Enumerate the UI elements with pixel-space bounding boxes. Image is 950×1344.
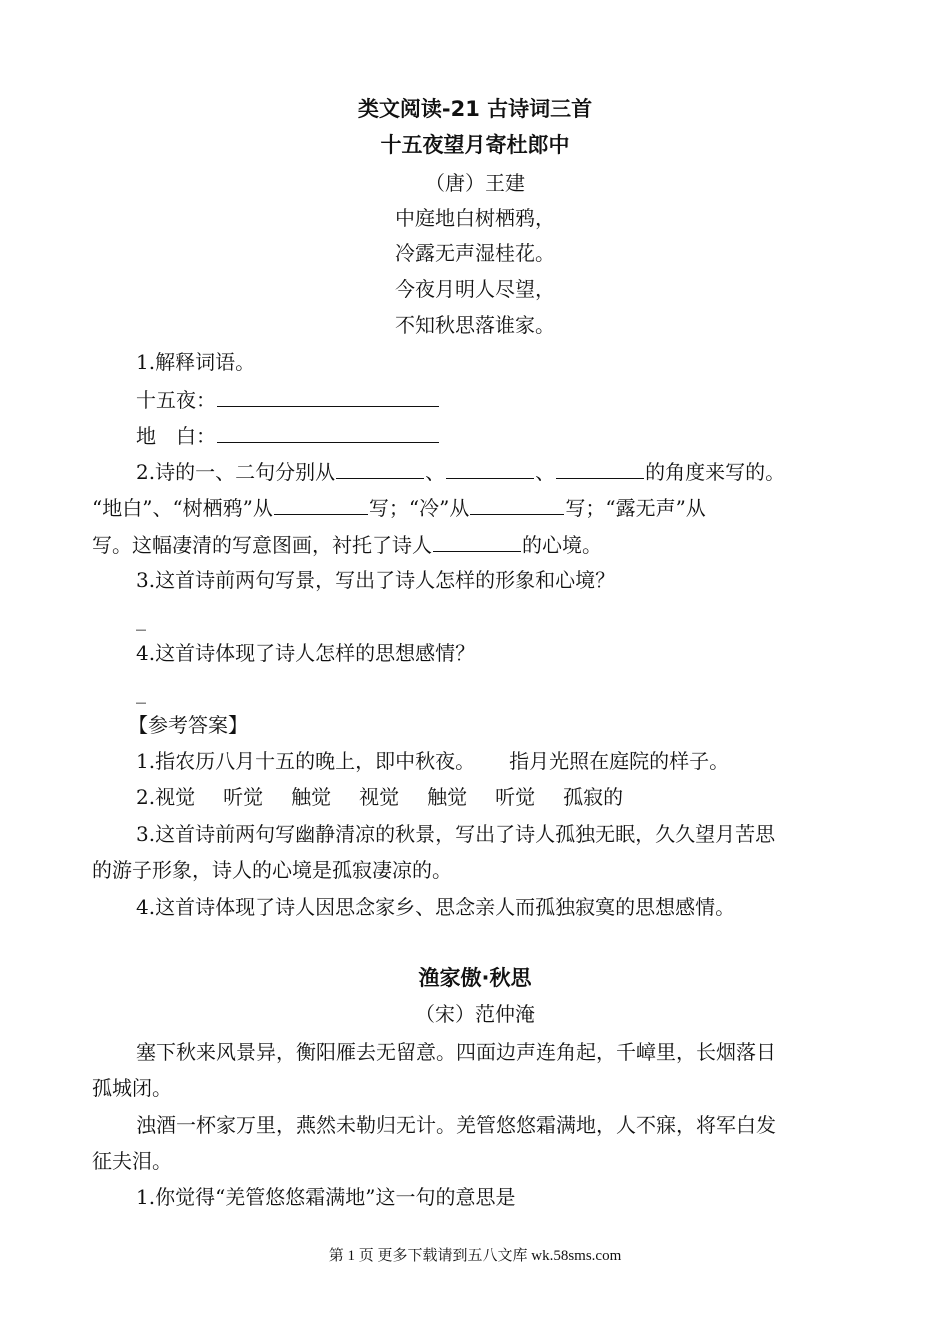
poem1-line: 冷露无声湿桂花。 bbox=[395, 241, 555, 265]
question-1-label: 1.解释词语。 bbox=[136, 350, 256, 374]
document-title: 类文阅读-21 古诗词三首 bbox=[357, 97, 593, 121]
question-2-line1 bbox=[136, 458, 785, 485]
answer-4: 4.这首诗体现了诗人因思念家乡、思念亲人而孤独寂寞的思想感情。 bbox=[136, 895, 736, 919]
answer-blank[interactable] bbox=[217, 422, 439, 443]
question-1-term2 bbox=[136, 422, 440, 449]
question-text: 写；“冷”从 bbox=[368, 496, 470, 520]
answer-item: 孤寂的 bbox=[563, 785, 624, 809]
answer-blank[interactable] bbox=[217, 386, 439, 407]
answer-item: 触觉 bbox=[427, 785, 468, 809]
answer-3-line1: 3.这首诗前两句写幽静清凉的秋景，写出了诗人孤独无眠，久久望月苦思 bbox=[136, 822, 776, 846]
question-2-line2 bbox=[92, 494, 706, 521]
question-text: “地白”、“树栖鸦”从 bbox=[92, 496, 273, 520]
question-text: 的心境。 bbox=[522, 533, 602, 557]
question-4: 4.这首诗体现了诗人怎样的思想感情？ bbox=[136, 641, 476, 665]
page-footer: 第 1 页 更多下载请到五八文库 wk.58sms.com bbox=[328, 1248, 622, 1264]
question-text: 、 bbox=[425, 460, 446, 484]
poem1-line: 不知秋思落谁家。 bbox=[395, 313, 555, 337]
poem1-line: 中庭地白树栖鸦， bbox=[395, 206, 555, 230]
answer-text: 指月光照在庭院的样子。 bbox=[509, 749, 730, 773]
answer-line-mark[interactable]: _ bbox=[136, 607, 146, 631]
answer-blank[interactable] bbox=[446, 458, 534, 479]
question-text: 的角度来写的。 bbox=[645, 460, 786, 484]
poem2-title: 渔家傲·秋思 bbox=[418, 966, 532, 990]
question-text: 2.诗的一、二句分别从 bbox=[136, 460, 336, 484]
poem1-author: （唐）王建 bbox=[425, 171, 525, 195]
poem2-question-1: 1.你觉得“羌管悠悠霜满地”这一句的意思是 bbox=[136, 1185, 516, 1209]
poem2-para2-line1: 浊酒一杯家万里，燕然未勒归无计。羌管悠悠霜满地，人不寐，将军白发 bbox=[136, 1113, 776, 1137]
answer-blank[interactable] bbox=[470, 494, 564, 515]
answer-item: 2.视觉 bbox=[136, 785, 196, 809]
poem2-author: （宋）范仲淹 bbox=[415, 1002, 535, 1026]
answer-2 bbox=[136, 784, 623, 810]
answer-text: 1.指农历八月十五的晚上，即中秋夜。 bbox=[136, 749, 476, 773]
term-label: 地 白： bbox=[136, 424, 216, 448]
answer-item: 听觉 bbox=[223, 785, 264, 809]
answer-3-line2: 的游子形象，诗人的心境是孤寂凄凉的。 bbox=[92, 858, 452, 882]
question-text: 写。这幅凄清的写意图画，衬托了诗人 bbox=[92, 533, 432, 557]
term-label: 十五夜： bbox=[136, 388, 216, 412]
poem2-para2-line2: 征夫泪。 bbox=[92, 1149, 172, 1173]
answer-item: 触觉 bbox=[291, 785, 332, 809]
question-text: 写；“露无声”从 bbox=[565, 496, 706, 520]
answer-1 bbox=[136, 748, 729, 774]
question-3: 3.这首诗前两句写景，写出了诗人怎样的形象和心境？ bbox=[136, 568, 616, 592]
answer-blank[interactable] bbox=[274, 494, 368, 515]
poem1-title: 十五夜望月寄杜郎中 bbox=[380, 133, 570, 157]
answer-blank[interactable] bbox=[556, 458, 644, 479]
poem1-line: 今夜月明人尽望， bbox=[395, 277, 555, 301]
answer-blank[interactable] bbox=[336, 458, 424, 479]
question-2-line3 bbox=[92, 531, 602, 558]
answer-blank[interactable] bbox=[433, 531, 521, 552]
question-text: 、 bbox=[535, 460, 556, 484]
answer-line-mark[interactable]: _ bbox=[136, 680, 146, 704]
answer-item: 听觉 bbox=[495, 785, 536, 809]
answers-heading: 【参考答案】 bbox=[128, 713, 248, 737]
poem2-para1-line2: 孤城闭。 bbox=[92, 1076, 172, 1100]
poem2-para1-line1: 塞下秋来风景异，衡阳雁去无留意。四面边声连角起，千嶂里，长烟落日 bbox=[136, 1040, 776, 1064]
answer-item: 视觉 bbox=[359, 785, 400, 809]
question-1-term1 bbox=[136, 386, 440, 413]
